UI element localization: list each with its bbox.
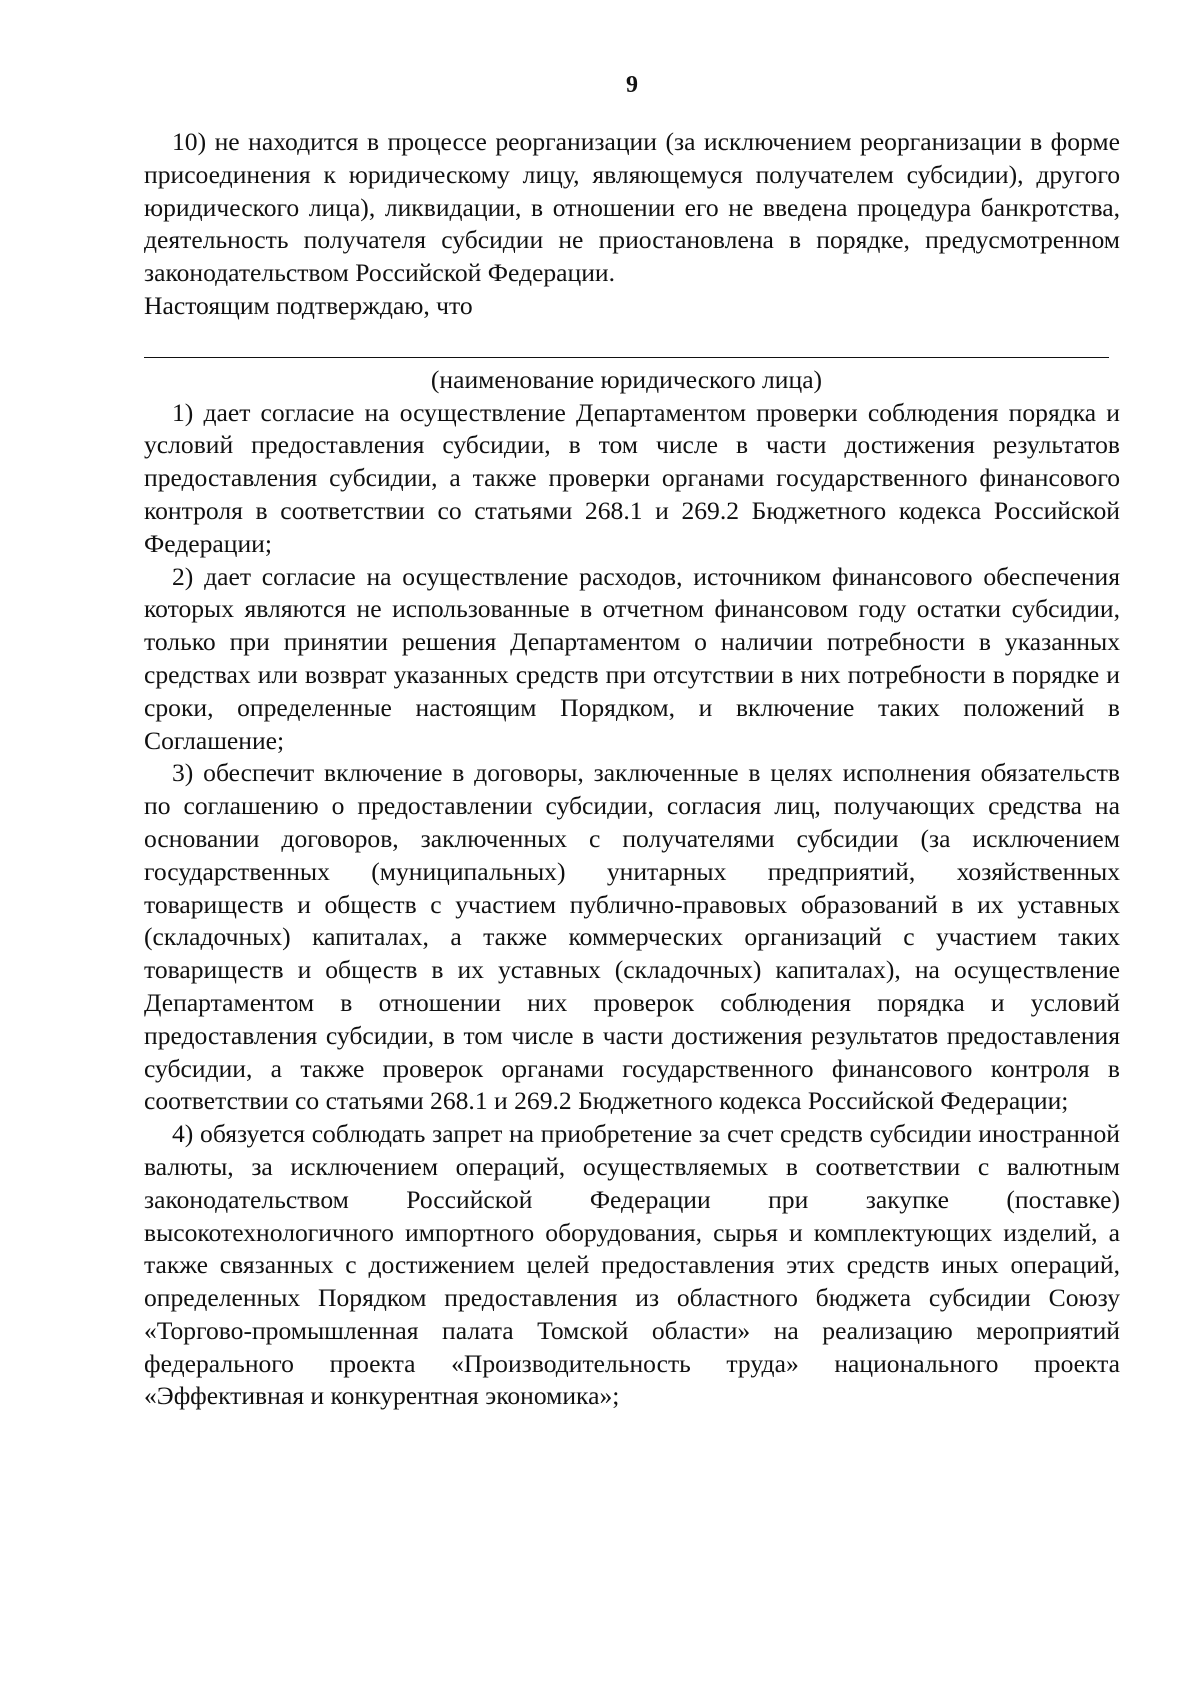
- document-page: [144, 70, 1120, 1413]
- paragraph-item-10: 10) не находится в процессе реорганизации (за исключением реорганизации в форме присоединения к юридическому лицу, являющемуся получателем субсидии), другого юридического лица), ликвидации, в отношении его не введена процедура банкротства, деятельность получателя субсидии не приостановлена в порядке, предусмотренном законодательством Российской Федерации.: [144, 127, 1120, 288]
- page-number: 9: [626, 72, 638, 98]
- legal-entity-name-blank-line: [144, 357, 1109, 358]
- legal-entity-name-caption: (наименование юридического лица): [430, 364, 823, 394]
- list-item-obligation-4: 4) обязуется соблюдать запрет на приобретение за счет средств субсидии иностранной валюты, за исключением операций, осуществляемых в соответствии с валютным законодательством Российской Федерации при закупке (поставке) высокотехнологичного импортного оборудования, сырья и комплектующих изделий, а также связанных с достижением целей предоставления этих средств иных операций, определенных Порядком предоставления из областного бюджета субсидии Союзу «Торгово-промышленная палата Томской области» на реализацию мероприятий федерального проекта «Производительность труда» национального проекта «Эффективная и конкурентная экономика»;: [144, 1119, 1120, 1411]
- list-item-consent-1: 1) дает согласие на осуществление Департаментом проверки соблюдения порядка и условий предоставления субсидии, в том числе в части достижения результатов предоставления субсидии, а также проверки органами государственного финансового контроля в соответствии со статьями 268.1 и 269.2 Бюджетного кодекса Российской Федерации;: [144, 397, 1120, 558]
- list-item-consent-2: 2) дает согласие на осуществление расходов, источником финансового обеспечения которых являются не использованные в отчетном финансовом году остатки субсидии, только при принятии решения Департаментом о наличии потребности в указанных средствах или возврат указанных средств при отсутствии в них потребности в порядке и сроки, определенные настоящим Порядком, и включение таких положений в Соглашение;: [144, 561, 1120, 755]
- confirmation-statement: Настоящим подтверждаю, что: [144, 290, 473, 320]
- list-item-obligation-3: 3) обеспечит включение в договоры, заключенные в целях исполнения обязательств по соглашению о предоставлении субсидии, согласия лиц, получающих средства на основании договоров, заключенных с получателями субсидии (за исключением государственных (муниципальных) унитарных предприятий, хозяйственных товариществ и обществ с участием публично-правовых образований в их уставных (складочных) капиталах, а также коммерческих организаций с участием таких товариществ и обществ в их уставных (складочных) капиталах), на осуществление Департаментом в отношении них проверок соблюдения порядка и условий предоставления субсидии, в том числе в части достижения результатов предоставления субсидии, а также проверок органами государственного финансового контроля в соответствии со статьями 268.1 и 269.2 Бюджетного кодекса Российской Федерации;: [144, 758, 1120, 1116]
